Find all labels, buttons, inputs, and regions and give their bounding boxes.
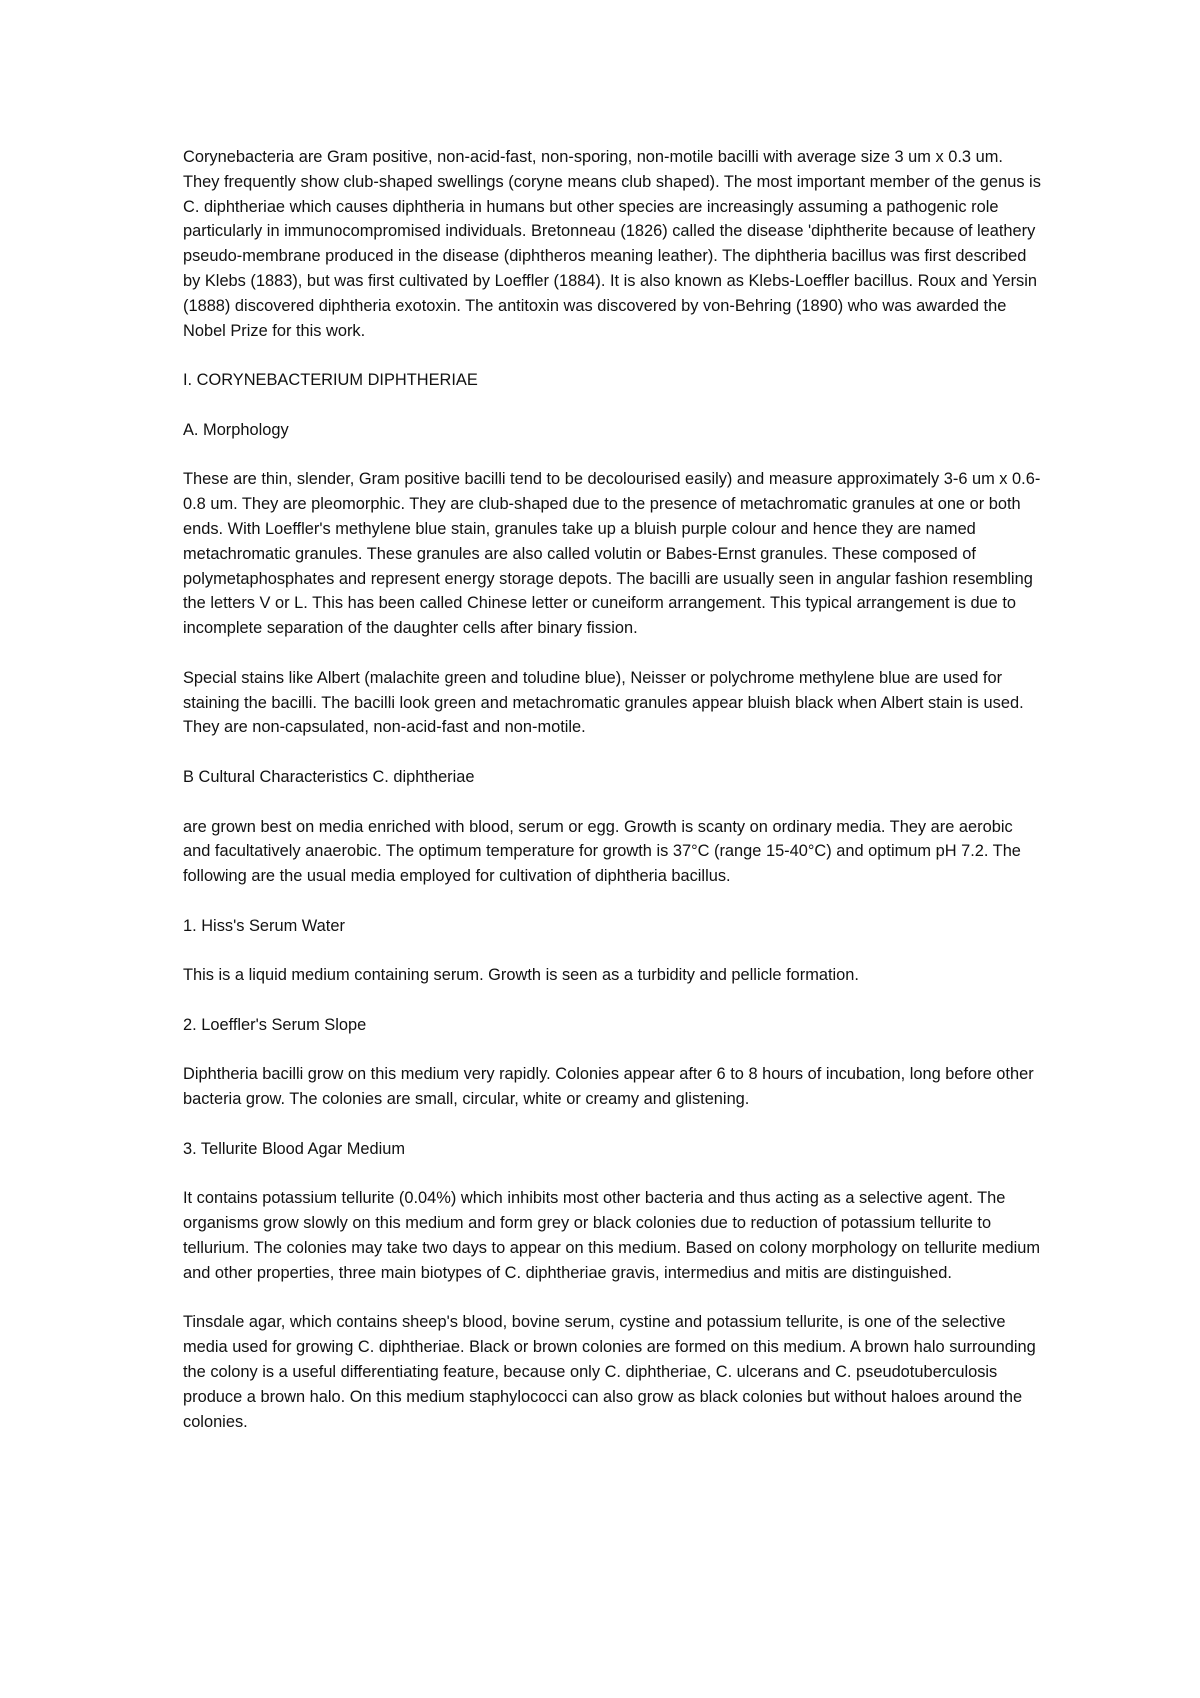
subsection-heading: A. Morphology <box>183 420 289 439</box>
paragraph-spacer <box>183 988 1043 1013</box>
paragraph-spacer <box>183 1162 1043 1187</box>
loeffler-serum-paragraph: Diphtheria bacilli grow on this medium very rapidly. Colonies appear after 6 to 8 hours of incubation, long before other bacteria grow. The colonies are small, circular, white or creamy and glistening. <box>183 1065 1034 1109</box>
paragraph-spacer <box>183 790 1043 815</box>
paragraph-spacer <box>183 1038 1043 1063</box>
paragraph-spacer <box>183 641 1043 666</box>
paragraph-spacer <box>183 889 1043 914</box>
tellurite-paragraph: It contains potassium tellurite (0.04%) which inhibits most other bacteria and thus acting as a selective agent. The organisms grow slowly on this medium and form grey or black colonies due to reduction of potassium tellurite to tellurium. The colonies may take two days to appear on this medium. Based on colony morphology on tellurite medium and other properties, three main biotypes of C. diphtheriae gravis, intermedius and mitis are distinguished. <box>183 1189 1041 1282</box>
intro-paragraph: Corynebacteria are Gram positive, non-acid-fast, non-sporing, non-motile bacilli with average size 3 um x 0.3 um. They frequently show club-shaped swellings (coryne means club shaped). The most important member of the genus is C. diphtheriae which causes diphtheria in humans but other species are increasingly assuming a pathogenic role particularly in immunocompromised individuals. Bretonneau (1826) called the disease 'diphtherite because of leathery pseudo-membrane produced in the disease (diphtheros meaning leather). The diphtheria bacillus was first described by Klebs (1883), but was first cultivated by Loeffler (1884). It is also known as Klebs-Loeffler bacillus. Roux and Yersin (1888) discovered diphtheria exotoxin. The antitoxin was discovered by von-Behring (1890) who was awarded the Nobel Prize for this work. <box>183 148 1041 340</box>
tinsdale-paragraph: Tinsdale agar, which contains sheep's blood, bovine serum, cystine and potassium tellurite, is one of the selective media used for growing C. diphtheriae. Black or brown colonies are formed on this medium. A brown halo surrounding the colony is a useful differentiating feature, because only C. diphtheriae, C. ulcerans and C. pseudotuberculosis produce a brown halo. On this medium staphylococci can also grow as black colonies but without haloes around the colonies. <box>183 1313 1036 1431</box>
hiss-serum-paragraph: This is a liquid medium containing serum. Growth is seen as a turbidity and pellicle formation. <box>183 966 859 985</box>
medium-heading: 1. Hiss's Serum Water <box>183 916 345 935</box>
medium-heading: 2. Loeffler's Serum Slope <box>183 1015 367 1034</box>
section-heading: I. CORYNEBACTERIUM DIPHTHERIAE <box>183 371 478 390</box>
paragraph-spacer <box>183 740 1043 765</box>
paragraph-spacer <box>183 443 1043 468</box>
paragraph-spacer <box>183 393 1043 418</box>
paragraph-spacer <box>183 939 1043 964</box>
morphology-paragraph: These are thin, slender, Gram positive bacilli tend to be decolourised easily) and measure approximately 3-6 um x 0.6-0.8 um. They are pleomorphic. They are club-shaped due to the presence of metachromatic granules at one or both ends. With Loeffler's methylene blue stain, granules take up a bluish purple colour and hence they are named metachromatic granules. These granules are also called volutin or Babes-Ernst granules. These composed of polymetaphosphates and represent energy storage depots. The bacilli are usually seen in angular fashion resembling the letters V or L. This has been called Chinese letter or cuneiform arrangement. This typical arrangement is due to incomplete separation of the daughter cells after binary fission. <box>183 470 1041 638</box>
paragraph-spacer <box>183 1112 1043 1137</box>
paragraph-spacer <box>183 343 1043 368</box>
cultural-paragraph: are grown best on media enriched with blood, serum or egg. Growth is scanty on ordinary media. They are aerobic and facultatively anaerobic. The optimum temperature for growth is 37°C (range 15-40°C) and optimum pH 7.2. The following are the usual media employed for cultivation of diphtheria bacillus. <box>183 817 1021 886</box>
document-body <box>183 145 1043 1434</box>
special-stains-paragraph: Special stains like Albert (malachite green and toludine blue), Neisser or polychrome methylene blue are used for staining the bacilli. The bacilli look green and metachromatic granules appear bluish black when Albert stain is used. They are non-capsulated, non-acid-fast and non-motile. <box>183 668 1024 737</box>
subsection-heading: B Cultural Characteristics C. diphtheriae <box>183 767 475 786</box>
medium-heading: 3. Tellurite Blood Agar Medium <box>183 1139 406 1158</box>
paragraph-spacer <box>183 1286 1043 1311</box>
